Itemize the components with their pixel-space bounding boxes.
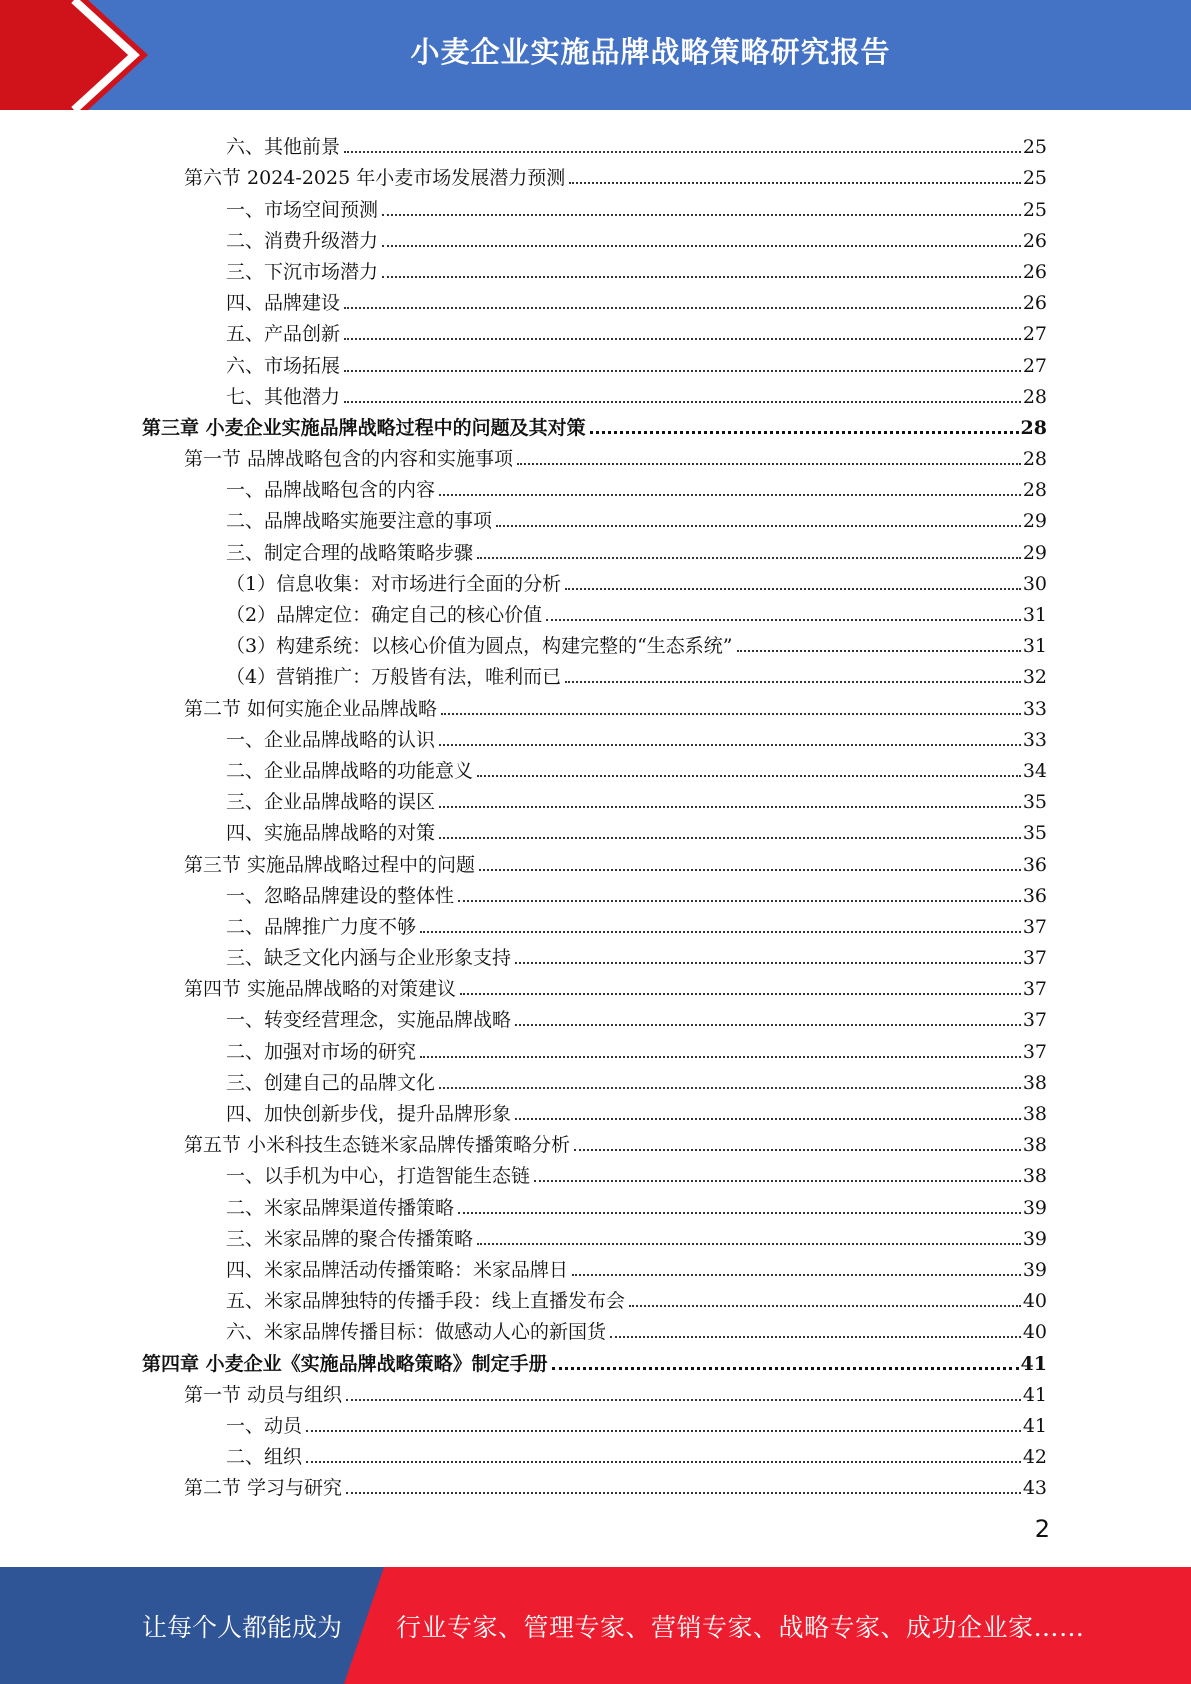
toc-entry-page: 34 — [1022, 759, 1047, 782]
toc-entry-title: 三、缺乏文化内涵与企业形象支持 — [226, 947, 512, 970]
toc-entry-page: 31 — [1022, 635, 1047, 658]
toc-dot-leader — [477, 774, 1021, 777]
toc-entry-item[interactable] — [0, 1156, 1191, 1187]
toc-entry-title: 二、品牌推广力度不够 — [226, 915, 417, 938]
toc-dot-leader — [479, 868, 1021, 871]
toc-entry-page: 31 — [1022, 604, 1047, 626]
toc-entry-title: 五、米家品牌独特的传播手段：线上直播发布会 — [226, 1290, 626, 1313]
toc-entry-page: 28 — [1022, 385, 1047, 408]
toc-entry-item[interactable] — [0, 377, 1191, 408]
toc-entry-page: 27 — [1022, 323, 1047, 346]
toc-entry-item[interactable] — [0, 470, 1191, 501]
toc-dot-leader — [546, 618, 1021, 621]
page-header — [0, 0, 1191, 110]
toc-entry-page: 37 — [1022, 1040, 1047, 1063]
toc-dot-leader — [344, 337, 1021, 340]
toc-entry-page: 38 — [1022, 1071, 1047, 1094]
toc-entry-section[interactable] — [0, 844, 1191, 875]
toc-entry-page: 25 — [1022, 167, 1047, 190]
toc-dot-leader — [344, 369, 1021, 372]
toc-entry-title: 六、市场拓展 — [226, 354, 341, 377]
toc-dot-leader — [552, 1366, 1019, 1370]
toc-dot-leader — [737, 649, 1021, 652]
toc-entry-title: 二、企业品牌战略的功能意义 — [226, 759, 474, 782]
toc-entry-page: 43 — [1022, 1477, 1047, 1500]
toc-dot-leader — [517, 462, 1021, 465]
toc-entry-title: 四、品牌建设 — [226, 292, 341, 315]
toc-entry-sub[interactable] — [0, 595, 1191, 626]
toc-entry-title: 二、加强对市场的研究 — [226, 1040, 417, 1063]
toc-entry-title: 三、米家品牌的聚合传播策略 — [226, 1227, 474, 1250]
toc-entry-item[interactable] — [0, 314, 1191, 345]
toc-dot-leader — [565, 587, 1021, 590]
toc-entry-page: 33 — [1022, 697, 1047, 720]
page-number: 2 — [1034, 1515, 1050, 1543]
toc-entry-page: 26 — [1022, 229, 1047, 252]
toc-entry-title: 六、其他前景 — [226, 136, 341, 159]
toc-entry-page: 32 — [1022, 666, 1047, 689]
toc-entry-chapter[interactable] — [0, 408, 1191, 439]
toc-entry-title: （4）营销推广：万般皆有法，唯利而已 — [226, 666, 562, 689]
toc-entry-page: 28 — [1022, 479, 1047, 502]
toc-entry-title: （3）构建系统：以核心价值为圆点，构建完整的“生态系统” — [226, 635, 733, 658]
toc-entry-page: 37 — [1022, 1009, 1047, 1032]
toc-entry-title: 一、品牌战略包含的内容 — [226, 479, 436, 502]
toc-entry-title: （2）品牌定位：确定自己的核心价值 — [226, 604, 543, 626]
toc-entry-page: 28 — [1020, 416, 1047, 439]
toc-entry-item[interactable] — [0, 1312, 1191, 1343]
toc-entry-title: 一、忽略品牌建设的整体性 — [226, 884, 455, 907]
toc-entry-title: 六、米家品牌传播目标：做感动人心的新国货 — [226, 1321, 607, 1344]
toc-entry-title: 一、以手机为中心，打造智能生态链 — [226, 1165, 531, 1188]
toc-entry-item[interactable] — [0, 1219, 1191, 1250]
toc-entry-title: 一、转变经营理念，实施品牌战略 — [226, 1009, 512, 1032]
toc-entry-page: 29 — [1022, 541, 1047, 564]
toc-entry-section[interactable] — [0, 158, 1191, 189]
toc-entry-title: 四、实施品牌战略的对策 — [226, 822, 436, 845]
toc-entry-page: 39 — [1022, 1258, 1047, 1281]
toc-entry-title: 五、产品创新 — [226, 323, 341, 346]
toc-entry-item[interactable] — [0, 907, 1191, 938]
toc-entry-chapter[interactable] — [0, 1343, 1191, 1374]
toc-entry-item[interactable] — [0, 1000, 1191, 1031]
toc-entry-page: 41 — [1022, 1383, 1047, 1406]
toc-entry-title: 三、企业品牌战略的误区 — [226, 791, 436, 814]
toc-dot-leader — [534, 1179, 1021, 1182]
toc-dot-leader — [569, 181, 1021, 184]
toc-entry-page: 26 — [1022, 292, 1047, 315]
footer-slogan-roles: 行业专家、管理专家、营销专家、战略专家、成功企业家…… — [396, 1612, 1085, 1642]
toc-entry-page: 40 — [1022, 1321, 1047, 1344]
report-title: 小麦企业实施品牌战略策略研究报告 — [410, 34, 891, 69]
toc-dot-leader — [420, 1055, 1021, 1058]
footer-slogan-lead: 让每个人都能成为 — [142, 1612, 343, 1642]
toc-entry-item[interactable] — [0, 938, 1191, 969]
toc-entry-title: 第四章 小麦企业《实施品牌战略策略》制定手册 — [142, 1352, 548, 1375]
toc-dot-leader — [572, 1273, 1021, 1276]
toc-entry-item[interactable] — [0, 782, 1191, 813]
toc-entry-item[interactable] — [0, 252, 1191, 283]
toc-entry-page: 35 — [1022, 791, 1047, 814]
toc-entry-title: 一、企业品牌战略的认识 — [226, 728, 436, 751]
toc-entry-title: 第三章 小麦企业实施品牌战略过程中的问题及其对策 — [142, 416, 586, 439]
toc-dot-leader — [515, 1117, 1021, 1120]
toc-entry-page: 39 — [1022, 1227, 1047, 1250]
toc-entry-title: 三、制定合理的战略策略步骤 — [226, 541, 474, 564]
toc-dot-leader — [458, 1211, 1021, 1214]
toc-entry-page: 37 — [1022, 915, 1047, 938]
toc-entry-section[interactable] — [0, 969, 1191, 1000]
toc-dot-leader — [420, 930, 1021, 933]
toc-entry-item[interactable] — [0, 127, 1191, 158]
toc-entry-page: 37 — [1022, 978, 1047, 1001]
toc-dot-leader — [565, 680, 1021, 683]
toc-entry-item[interactable] — [0, 1187, 1191, 1218]
toc-dot-leader — [344, 150, 1021, 153]
toc-entry-page: 25 — [1022, 136, 1047, 159]
toc-entry-section[interactable] — [0, 688, 1191, 719]
toc-entry-title: 三、创建自己的品牌文化 — [226, 1071, 436, 1094]
page-footer — [0, 1567, 1191, 1684]
toc-dot-leader — [458, 899, 1021, 902]
toc-dot-leader — [496, 524, 1021, 527]
toc-entry-title: 二、米家品牌渠道传播策略 — [226, 1196, 455, 1219]
toc-entry-title: 一、市场空间预测 — [226, 198, 379, 221]
toc-entry-title: 第一节 动员与组织 — [184, 1383, 343, 1406]
toc-entry-title: 第六节 2024-2025 年小麦市场发展潜力预测 — [184, 167, 566, 190]
toc-entry-page: 38 — [1022, 1134, 1047, 1157]
toc-entry-title: 第三节 实施品牌战略过程中的问题 — [184, 853, 476, 876]
toc-entry-page: 33 — [1022, 728, 1047, 751]
toc-dot-leader — [439, 1086, 1021, 1089]
toc-entry-item[interactable] — [0, 283, 1191, 314]
toc-entry-title: 第二节 学习与研究 — [184, 1477, 343, 1500]
toc-dot-leader — [515, 961, 1021, 964]
toc-entry-page: 40 — [1022, 1290, 1047, 1313]
toc-entry-item[interactable] — [0, 751, 1191, 782]
toc-entry-page: 38 — [1022, 1103, 1047, 1125]
toc-entry-page: 36 — [1022, 884, 1047, 907]
toc-entry-title: 四、加快创新步伐，提升品牌形象 — [226, 1103, 512, 1125]
toc-entry-sub[interactable] — [0, 564, 1191, 595]
toc-dot-leader — [382, 275, 1021, 278]
toc-entry-item[interactable] — [0, 1406, 1191, 1437]
toc-entry-title: 第一节 品牌战略包含的内容和实施事项 — [184, 448, 514, 471]
toc-entry-page: 41 — [1022, 1414, 1047, 1437]
toc-dot-leader — [306, 1460, 1021, 1463]
toc-entry-title: 第五节 小米科技生态链米家品牌传播策略分析 — [184, 1134, 571, 1157]
toc-entry-item[interactable] — [0, 501, 1191, 532]
toc-entry-title: 二、组织 — [226, 1446, 303, 1469]
toc-entry-page: 37 — [1022, 947, 1047, 970]
toc-entry-item[interactable] — [0, 1031, 1191, 1062]
toc-dot-leader — [346, 1398, 1021, 1401]
toc-entry-item[interactable] — [0, 189, 1191, 220]
toc-entry-item[interactable] — [0, 1250, 1191, 1281]
toc-dot-leader — [477, 556, 1021, 559]
toc-entry-item[interactable] — [0, 345, 1191, 376]
toc-entry-section[interactable] — [0, 1125, 1191, 1156]
toc-entry-page: 27 — [1022, 354, 1047, 377]
toc-entry-title: 二、消费升级潜力 — [226, 229, 379, 252]
toc-entry-page: 36 — [1022, 853, 1047, 876]
toc-entry-page: 35 — [1022, 822, 1047, 845]
toc-entry-item[interactable] — [0, 720, 1191, 751]
toc-entry-title: 第四节 实施品牌战略的对策建议 — [184, 978, 457, 1001]
toc-dot-leader — [439, 493, 1021, 496]
toc-dot-leader — [439, 743, 1021, 746]
toc-entry-sub[interactable] — [0, 657, 1191, 688]
toc-entry-item[interactable] — [0, 221, 1191, 252]
toc-entry-item[interactable] — [0, 813, 1191, 844]
toc-dot-leader — [460, 992, 1021, 995]
toc-entry-item[interactable] — [0, 1281, 1191, 1312]
toc-dot-leader — [346, 1491, 1021, 1494]
toc-dot-leader — [344, 400, 1021, 403]
toc-dot-leader — [477, 1242, 1021, 1245]
toc-dot-leader — [382, 213, 1021, 216]
toc-dot-leader — [439, 836, 1021, 839]
toc-entry-page: 28 — [1022, 448, 1047, 471]
toc-entry-title: 三、下沉市场潜力 — [226, 260, 379, 283]
toc-entry-section[interactable] — [0, 439, 1191, 470]
toc-entry-title: （1）信息收集：对市场进行全面的分析 — [226, 572, 562, 595]
toc-entry-page: 41 — [1020, 1352, 1047, 1375]
toc-entry-item[interactable] — [0, 1094, 1191, 1125]
toc-entry-section[interactable] — [0, 1375, 1191, 1406]
toc-entry-item[interactable] — [0, 1437, 1191, 1468]
toc-entry-sub[interactable] — [0, 626, 1191, 657]
toc-dot-leader — [610, 1335, 1021, 1338]
toc-dot-leader — [441, 712, 1021, 715]
toc-entry-section[interactable] — [0, 1468, 1191, 1499]
toc-entry-item[interactable] — [0, 1063, 1191, 1094]
toc-entry-title: 第二节 如何实施企业品牌战略 — [184, 697, 438, 720]
toc-entry-title: 二、品牌战略实施要注意的事项 — [226, 510, 493, 533]
toc-dot-leader — [574, 1148, 1021, 1151]
toc-dot-leader — [439, 805, 1021, 808]
toc-entry-item[interactable] — [0, 876, 1191, 907]
toc-dot-leader — [344, 306, 1021, 309]
toc-dot-leader — [306, 1429, 1021, 1432]
toc-entry-page: 30 — [1022, 572, 1047, 595]
toc-entry-title: 四、米家品牌活动传播策略：米家品牌日 — [226, 1258, 569, 1281]
toc-entry-title: 七、其他潜力 — [226, 385, 341, 408]
toc-entry-page: 38 — [1022, 1165, 1047, 1188]
toc-dot-leader — [590, 430, 1019, 434]
toc-entry-page: 42 — [1022, 1446, 1047, 1469]
toc-entry-item[interactable] — [0, 532, 1191, 563]
toc-entry-page: 26 — [1022, 260, 1047, 283]
toc-dot-leader — [382, 244, 1021, 247]
toc-entry-title: 一、动员 — [226, 1414, 303, 1437]
toc-entry-page: 29 — [1022, 510, 1047, 533]
table-of-contents — [0, 127, 1191, 1499]
toc-dot-leader — [629, 1304, 1021, 1307]
toc-entry-page: 25 — [1022, 198, 1047, 221]
toc-entry-page: 39 — [1022, 1196, 1047, 1219]
toc-dot-leader — [515, 1023, 1021, 1026]
